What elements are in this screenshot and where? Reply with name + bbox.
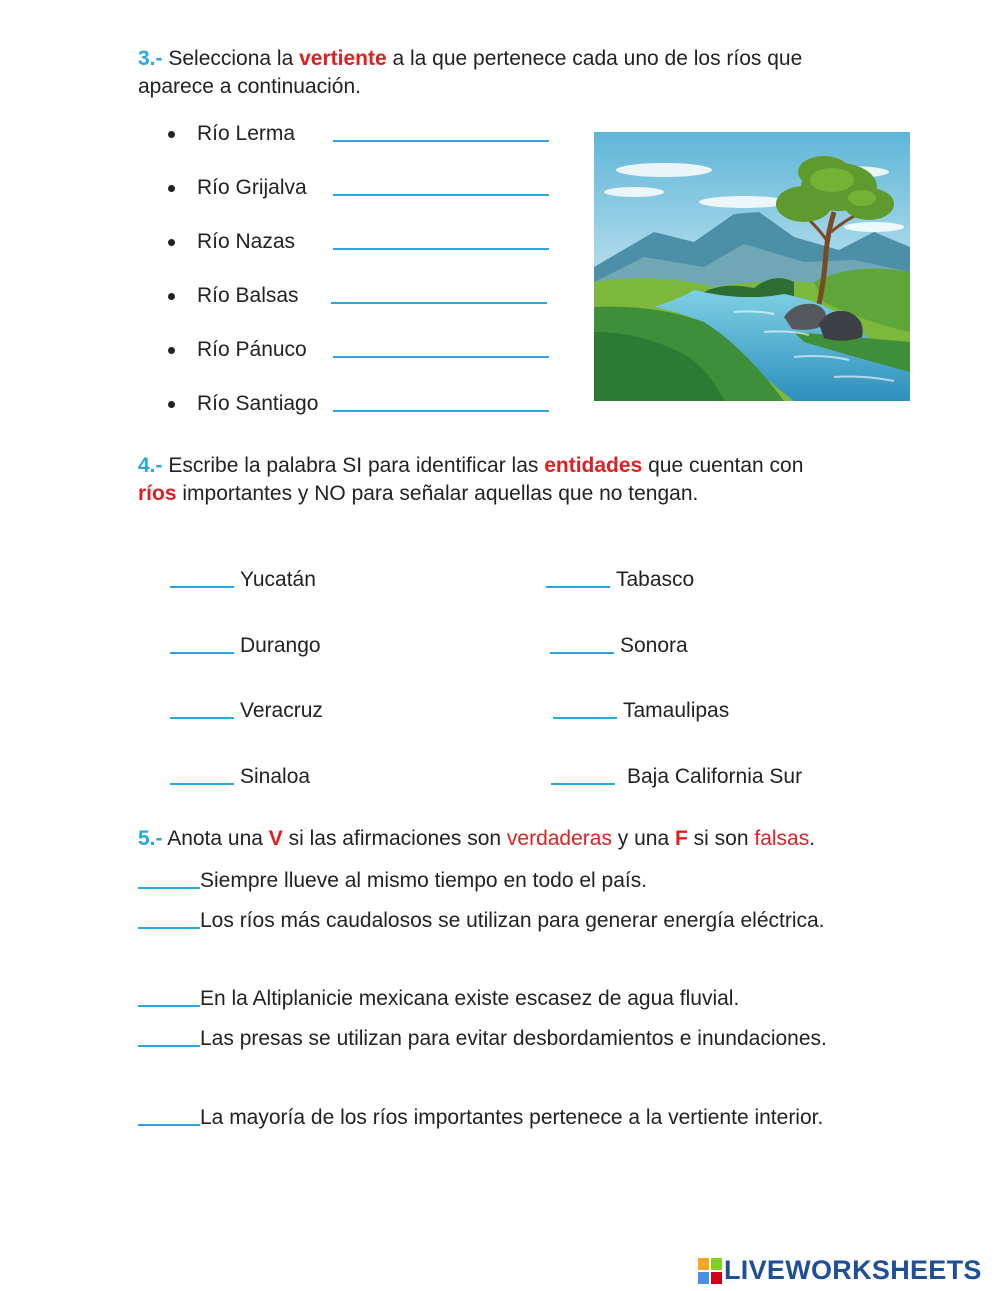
entity-name: Tabasco (616, 568, 695, 591)
answer-blank[interactable] (551, 783, 615, 785)
entity-name: Durango (240, 634, 321, 657)
answer-blank[interactable] (333, 356, 549, 358)
list-item (168, 116, 549, 146)
answer-blank[interactable] (138, 1045, 200, 1047)
answer-blank[interactable] (138, 1005, 200, 1007)
list-item (168, 278, 547, 308)
answer-blank[interactable] (333, 248, 549, 250)
answer-blank[interactable] (170, 652, 234, 654)
bullet-icon (168, 239, 175, 246)
river-landscape-illustration (594, 132, 910, 401)
bullet-icon (168, 185, 175, 192)
question-5-prompt: 5.- Anota una V si las afirmaciones son verdaderas y una F si son falsas. (138, 827, 816, 850)
river-name: Río Pánuco (197, 338, 307, 361)
entity-name: Sinaloa (240, 765, 311, 788)
list-item (138, 1019, 858, 1058)
list-item (170, 628, 321, 658)
list-item (553, 693, 729, 723)
keyword-v: V (268, 827, 283, 850)
list-item (138, 1098, 858, 1137)
answer-blank[interactable] (333, 194, 549, 196)
answer-blank[interactable] (333, 410, 549, 412)
keyword-f: F (675, 827, 688, 850)
list-item (138, 901, 858, 940)
list-item (168, 386, 549, 416)
keyword-vertiente: vertiente (299, 47, 387, 70)
list-item (551, 759, 802, 789)
answer-blank[interactable] (170, 783, 234, 785)
list-item (168, 332, 549, 362)
list-item (170, 759, 310, 789)
logo-text: LIVEWORKSHEETS (724, 1255, 982, 1285)
keyword-falsas: falsas (754, 827, 810, 850)
keyword-entidades: entidades (544, 454, 643, 477)
list-item (138, 979, 858, 1018)
answer-blank[interactable] (170, 717, 234, 719)
question-number: 3.- (138, 47, 163, 70)
bullet-icon (168, 131, 175, 138)
statement-text: La mayoría de los ríos importantes pertenece a la vertiente interior. (200, 1106, 824, 1129)
list-item (138, 861, 858, 900)
answer-blank[interactable] (331, 302, 547, 304)
bullet-icon (168, 293, 175, 300)
statement-text: Siempre llueve al mismo tiempo en todo el país. (200, 869, 648, 892)
entity-name: Sonora (620, 634, 688, 657)
river-name: Río Grijalva (197, 176, 307, 199)
list-item (170, 693, 323, 723)
statement-text: Las presas se utilizan para evitar desbordamientos e inundaciones. (200, 1027, 827, 1050)
list-item (546, 562, 694, 592)
entity-name: Baja California Sur (627, 765, 803, 788)
list-item (550, 628, 688, 658)
list-item (168, 224, 549, 254)
statement-text: Los ríos más caudalosos se utilizan para generar energía eléctrica. (200, 909, 825, 932)
keyword-rios: ríos (138, 482, 177, 505)
answer-blank[interactable] (138, 927, 200, 929)
answer-blank[interactable] (333, 140, 549, 142)
river-name: Río Balsas (197, 284, 299, 307)
river-name: Río Lerma (197, 122, 296, 145)
entity-name: Yucatán (240, 568, 316, 591)
answer-blank[interactable] (138, 1124, 200, 1126)
entity-name: Veracruz (240, 699, 323, 722)
answer-blank[interactable] (546, 586, 610, 588)
keyword-verdaderas: verdaderas (506, 827, 612, 850)
bullet-icon (168, 401, 175, 408)
question-number: 5.- (138, 827, 163, 850)
answer-blank[interactable] (170, 586, 234, 588)
liveworksheets-logo-icon (698, 1258, 722, 1284)
statement-text: En la Altiplanicie mexicana existe escasez de agua fluvial. (200, 987, 740, 1010)
answer-blank[interactable] (138, 887, 200, 889)
question-3-prompt: 3.- Selecciona la vertiente a la que pertenece cada uno de los ríos que aparece a continuación. (138, 47, 803, 98)
answer-blank[interactable] (553, 717, 617, 719)
question-4-prompt: 4.- Escribe la palabra SI para identificar las entidades que cuentan con ríos importantes y NO para señalar aquellas que no tengan. (138, 454, 804, 505)
river-name: Río Nazas (197, 230, 296, 253)
bullet-icon (168, 347, 175, 354)
list-item (170, 562, 316, 592)
answer-blank[interactable] (550, 652, 614, 654)
question-number: 4.- (138, 454, 163, 477)
river-name: Río Santiago (197, 392, 319, 415)
entity-name: Tamaulipas (623, 699, 730, 722)
list-item (168, 170, 549, 200)
liveworksheets-logo (698, 1255, 982, 1286)
